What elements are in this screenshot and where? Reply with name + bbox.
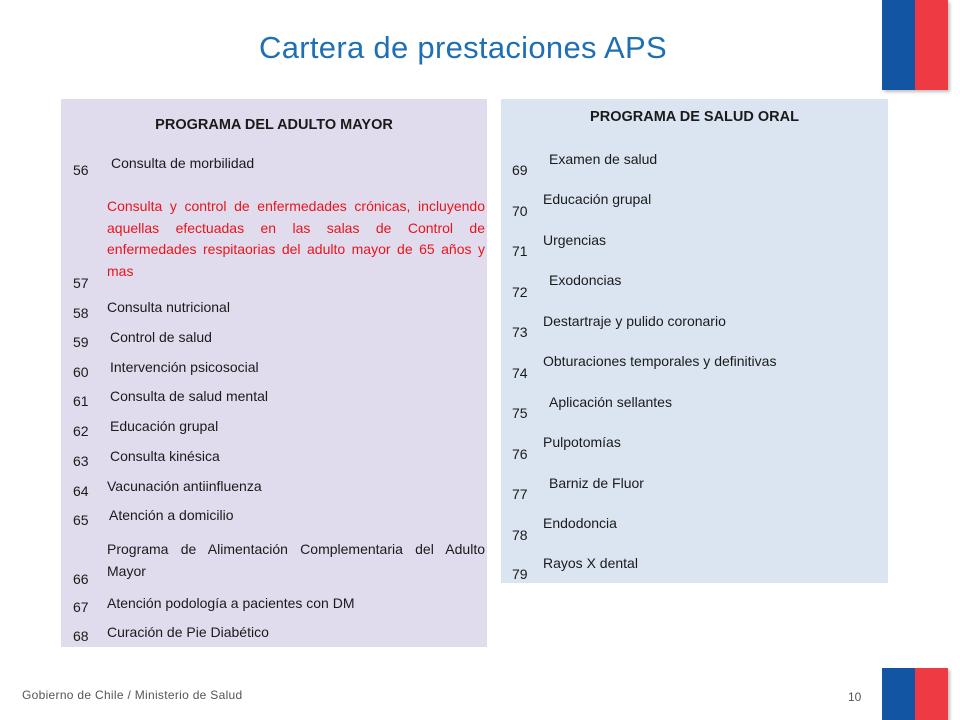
adulto-mayor-panel bbox=[61, 99, 487, 647]
item-number: 63 bbox=[73, 453, 89, 469]
salud-oral-heading: PROGRAMA DE SALUD ORAL bbox=[590, 109, 799, 125]
item-text-highlighted: Consulta y control de enfermedades crónicas, incluyendo aquellas efectuadas en las salas de Control de enfermedades respitaorias del adulto mayor de 65 años y mas bbox=[107, 198, 485, 279]
item-number: 57 bbox=[73, 275, 89, 291]
item-text: Educación grupal bbox=[543, 191, 652, 207]
item-number: 75 bbox=[512, 405, 528, 421]
adulto-mayor-heading: PROGRAMA DEL ADULTO MAYOR bbox=[155, 117, 393, 133]
item-number: 59 bbox=[73, 334, 89, 350]
item-text: Control de salud bbox=[110, 329, 212, 345]
item-number: 66 bbox=[73, 571, 89, 587]
item-text: Intervención psicosocial bbox=[110, 359, 259, 375]
item-text: Exodoncias bbox=[549, 272, 622, 288]
item-number: 61 bbox=[73, 393, 89, 409]
chile-flag-logo-footer bbox=[882, 668, 948, 720]
item-text: Consulta de morbilidad bbox=[111, 155, 255, 171]
item-text: Urgencias bbox=[543, 232, 607, 248]
flag-blue-stripe bbox=[882, 0, 915, 90]
item-text: Consulta de salud mental bbox=[110, 388, 268, 404]
flag-blue-stripe bbox=[882, 668, 915, 720]
salud-oral-panel bbox=[501, 99, 888, 583]
item-number: 65 bbox=[73, 512, 89, 528]
item-number: 78 bbox=[512, 527, 528, 543]
item-number: 72 bbox=[512, 284, 528, 300]
item-text: Curación de Pie Diabético bbox=[107, 624, 269, 640]
item-text: Examen de salud bbox=[549, 151, 658, 167]
item-number: 74 bbox=[512, 365, 528, 381]
item-text: Pulpotomías bbox=[543, 434, 621, 450]
item-number: 76 bbox=[512, 446, 528, 462]
item-number: 58 bbox=[73, 305, 89, 321]
item-number: 71 bbox=[512, 243, 528, 259]
item-text: Programa de Alimentación Complementaria del Adulto Mayor bbox=[107, 541, 485, 579]
item-number: 77 bbox=[512, 486, 528, 502]
item-number: 69 bbox=[512, 162, 528, 178]
item-text: Educación grupal bbox=[110, 418, 219, 434]
item-number: 70 bbox=[512, 203, 528, 219]
item-text: Destartraje y pulido coronario bbox=[543, 313, 726, 329]
item-text: Barniz de Fluor bbox=[549, 475, 644, 491]
item-text: Obturaciones temporales y definitivas bbox=[543, 353, 777, 369]
item-number: 79 bbox=[512, 566, 528, 582]
flag-red-stripe bbox=[915, 0, 948, 90]
flag-red-stripe bbox=[915, 668, 948, 720]
item-number: 64 bbox=[73, 483, 89, 499]
item-number: 67 bbox=[73, 599, 89, 615]
item-text: Aplicación sellantes bbox=[549, 394, 672, 410]
item-text: Atención podología a pacientes con DM bbox=[107, 595, 355, 611]
page-title: Cartera de prestaciones APS bbox=[259, 30, 667, 65]
item-text: Endodoncia bbox=[543, 515, 617, 531]
item-number: 68 bbox=[73, 628, 89, 644]
chile-flag-logo bbox=[882, 0, 948, 90]
page-number: 10 bbox=[848, 690, 862, 704]
item-number: 62 bbox=[73, 423, 89, 439]
item-text: Vacunación antiinfluenza bbox=[107, 478, 262, 494]
item-number: 56 bbox=[73, 162, 89, 178]
item-text: Atención a domicilio bbox=[109, 507, 234, 523]
item-text: Rayos X dental bbox=[543, 555, 638, 571]
item-text: Consulta kinésica bbox=[110, 448, 220, 464]
item-number: 60 bbox=[73, 364, 89, 380]
footer-organization: Gobierno de Chile / Ministerio de Salud bbox=[22, 688, 243, 702]
item-number: 73 bbox=[512, 324, 528, 340]
item-text: Consulta nutricional bbox=[107, 299, 230, 315]
